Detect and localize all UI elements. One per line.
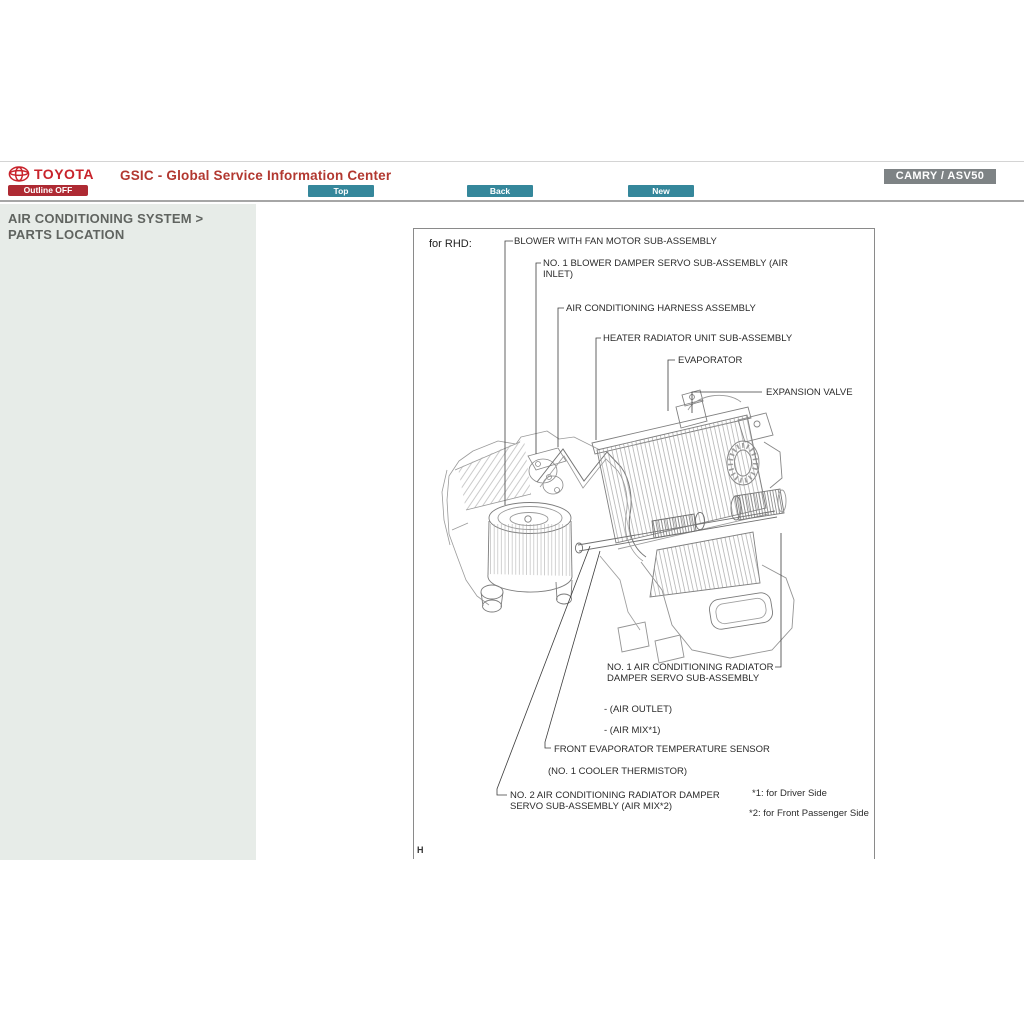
diagram-box [413,228,875,859]
toyota-logo-icon [8,166,30,182]
breadcrumb-heading: AIR CONDITIONING SYSTEM > PARTS LOCATION [8,211,204,242]
page-title: GSIC - Global Service Information Center [120,168,392,183]
vehicle-badge: CAMRY / ASV50 [884,169,996,184]
footnote-driver-side: *1: for Driver Side [752,788,827,799]
label-no1-ac-radiator-damper-servo: NO. 1 AIR CONDITIONING RADIATOR DAMPER SERVO SUB-ASSEMBLY [607,662,774,684]
back-button[interactable]: Back [467,185,533,197]
label-no1-blower-damper-servo: NO. 1 BLOWER DAMPER SERVO SUB-ASSEMBLY (AIR INLET) [543,258,788,280]
variant-label: for RHD: [429,238,472,250]
label-no1-cooler-thermistor: (NO. 1 COOLER THERMISTOR) [548,766,687,777]
sidebar [0,204,256,860]
brand-name: TOYOTA [34,166,95,182]
top-button[interactable]: Top [308,185,374,197]
label-no2-ac-radiator-damper-servo: NO. 2 AIR CONDITIONING RADIATOR DAMPER SERVO SUB-ASSEMBLY (AIR MIX*2) [510,790,720,812]
page-marker: H [417,845,424,855]
footnote-front-passenger-side: *2: for Front Passenger Side [749,808,869,819]
brand [8,166,94,182]
label-air-mix-1: - (AIR MIX*1) [604,725,661,736]
new-button[interactable]: New [628,185,694,197]
label-heater-radiator-unit: HEATER RADIATOR UNIT SUB-ASSEMBLY [603,333,793,344]
header-separator [0,200,1024,202]
outline-toggle-button[interactable]: Outline OFF [8,185,88,196]
label-evaporator: EVAPORATOR [678,355,743,366]
label-ac-harness: AIR CONDITIONING HARNESS ASSEMBLY [566,303,756,314]
label-blower-fan-motor: BLOWER WITH FAN MOTOR SUB-ASSEMBLY [514,236,717,247]
label-front-evaporator-temperature-sensor: FRONT EVAPORATOR TEMPERATURE SENSOR [554,744,770,755]
label-air-outlet: - (AIR OUTLET) [604,704,673,715]
top-border-line [0,161,1024,162]
label-expansion-valve: EXPANSION VALVE [766,387,853,398]
